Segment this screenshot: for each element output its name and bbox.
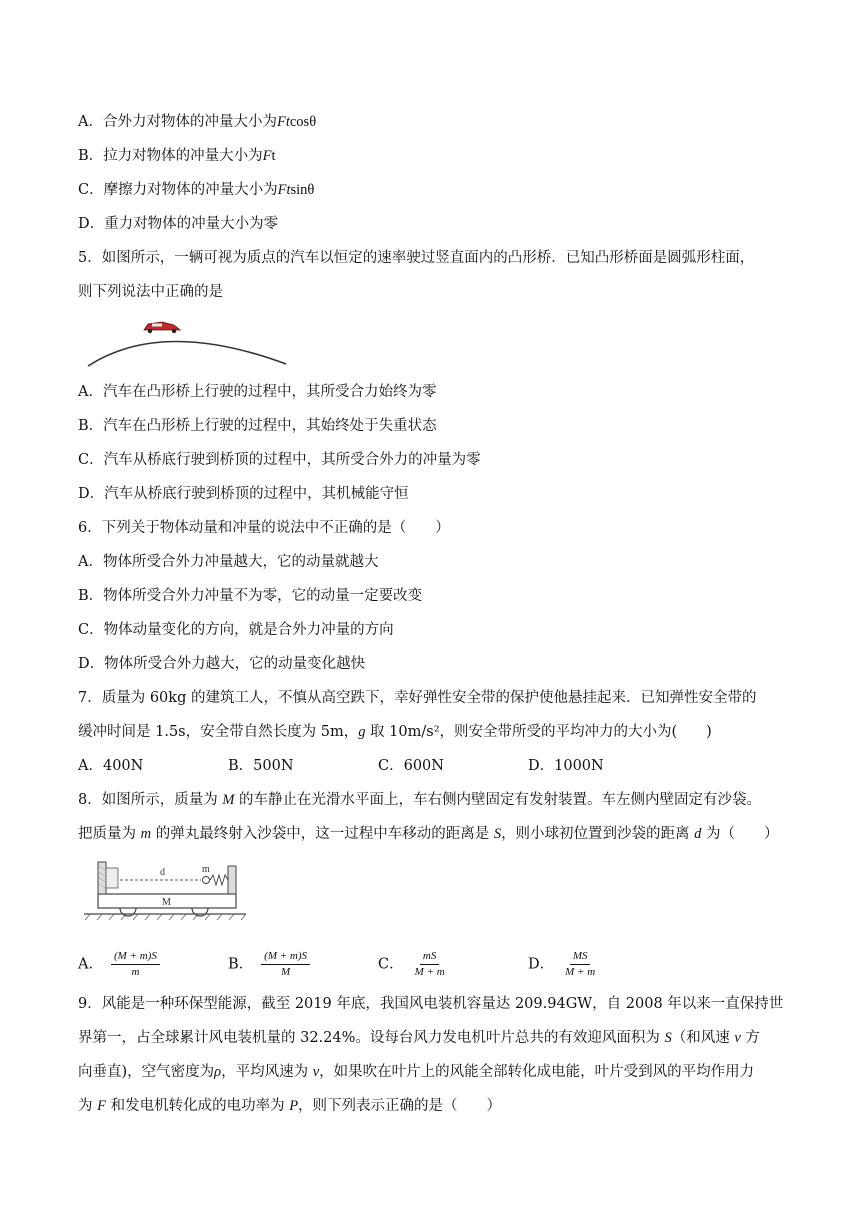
bridge-arc: [88, 341, 286, 366]
q9-stem-line3: 向垂直)，空气密度为ρ，平均风速为 v，如果吹在叶片上的风能全部转化成电能，叶片受到风的平均作用力: [78, 1064, 755, 1080]
q6-option-d: D．物体所受合外力越大，它的动量变化越快: [78, 656, 366, 672]
q8-option-b: B． $\frac{(M + m)S}{M}$: [228, 950, 310, 979]
pellet: [203, 877, 210, 884]
q6-option-c: C．物体动量变化的方向，就是合外力冲量的方向: [78, 622, 394, 638]
q7-option-b: B．500N: [228, 758, 294, 774]
q6-stem: 6．下列关于物体动量和冲量的说法中不正确的是（ ）: [78, 520, 450, 536]
convex-bridge-figure: [82, 312, 294, 370]
ground-hatch: [85, 914, 246, 920]
q7-option-c: C．600N: [378, 758, 444, 774]
q8-stem-line2: 把质量为 m 的弹丸最终射入沙袋中，这一过程中车移动的距离是 S，则小球初位置到沙袋的距离 d 为（ ）: [78, 826, 779, 842]
car-icon: [144, 322, 180, 333]
right-wall: [228, 866, 236, 894]
label-d: d: [160, 867, 165, 878]
q5-option-c: C．汽车从桥底行驶到桥顶的过程中，其所受合外力的冲量为零: [78, 452, 481, 468]
q7-stem-line1: 7．质量为 60kg 的建筑工人，不慎从高空跌下，幸好弹性安全带的保护使他悬挂起来．已知弹性安全带的: [78, 690, 757, 706]
q8-option-c: C． $\frac{mS}{M + m}$: [378, 950, 445, 978]
right-wheel: [192, 908, 208, 916]
q9-stem-line1: 9．风能是一种环保型能源，截至 2019 年底，我国风电装机容量达 209.94GW，自 2008 年以来一直保持世: [78, 996, 784, 1012]
left-wheel: [120, 908, 136, 916]
q7-option-a: A．400N: [78, 758, 144, 774]
cart-launcher-figure: [80, 856, 252, 926]
q5-option-a: A．汽车在凸形桥上行驶的过程中，其所受合力始终为零: [78, 384, 437, 400]
q5-option-b: B．汽车在凸形桥上行驶的过程中，其始终处于失重状态: [78, 418, 437, 434]
q9-stem-line2: 界第一，占全球累计风电装机量的 32.24%。设每台风力发电机叶片总共的有效迎风面积为 S（和风速 v 方: [78, 1030, 760, 1046]
q8-option-d: D． $\frac{MS}{M + m}$: [528, 950, 596, 978]
q8-option-a: A． $\frac{(M + m)S}{m}$: [78, 950, 160, 979]
q9-stem-line4: 为 F 和发电机转化成的电功率为 P，则下列表示正确的是（ ）: [78, 1098, 502, 1114]
q4-option-d: D．重力对物体的冲量大小为零: [78, 216, 279, 232]
q8-stem-line1: 8．如图所示，质量为 M 的车静止在光滑水平面上，车右侧内壁固定有发射装置。车左侧内壁固定有沙袋。: [78, 792, 762, 808]
q5-option-d: D．汽车从桥底行驶到桥顶的过程中，其机械能守恒: [78, 486, 409, 502]
q4-option-a: A．合外力对物体的冲量大小为Ftcosθ: [78, 114, 317, 130]
label-M: M: [162, 897, 171, 908]
q5-stem-line2: 则下列说法中正确的是: [78, 284, 223, 300]
q7-stem-line2: 缓冲时间是 1.5s，安全带自然长度为 5m，g 取 10m/s²，则安全带所受的平均冲力的大小为( ): [78, 724, 712, 740]
label-m: m: [202, 864, 210, 875]
q4-option-c: C．摩擦力对物体的冲量大小为Ftsinθ: [78, 182, 315, 198]
q6-option-b: B．物体所受合外力冲量不为零，它的动量一定要改变: [78, 588, 423, 604]
sandbag: [106, 868, 118, 888]
q7-option-d: D．1000N: [528, 758, 604, 774]
q6-option-a: A．物体所受合外力冲量越大，它的动量就越大: [78, 554, 379, 570]
q4-option-b: B．拉力对物体的冲量大小为Ft: [78, 148, 276, 164]
launcher-spring: [210, 875, 228, 885]
q5-stem-line1: 5．如图所示，一辆可视为质点的汽车以恒定的速率驶过竖直面内的凸形桥．已知凸形桥面是圆弧形柱面，: [78, 250, 755, 266]
